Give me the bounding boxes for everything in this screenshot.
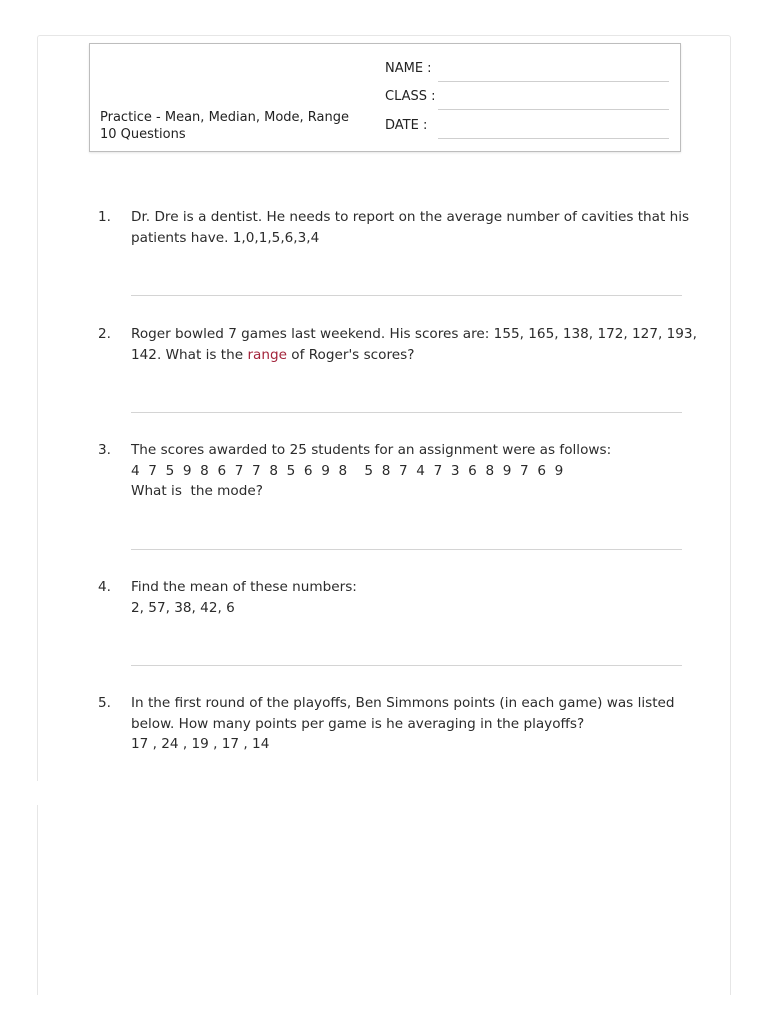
question-line: The scores awarded to 25 students for an assignment were as follows: xyxy=(131,442,612,458)
question-line: What is the mode? xyxy=(131,483,263,499)
question-text-segment: of Roger's scores? xyxy=(286,346,415,363)
question-text xyxy=(131,324,697,365)
question-line: 4 7 5 9 8 6 7 7 8 5 6 9 8 5 8 7 4 7 3 6 8 9 7 6 9 xyxy=(131,462,564,479)
class-line xyxy=(438,109,669,110)
question-line: Find the mean of these numbers: xyxy=(131,579,357,595)
worksheet-page xyxy=(37,35,731,995)
question-number: 5. xyxy=(98,695,111,711)
question-number: 3. xyxy=(98,442,111,458)
question-line xyxy=(131,345,682,366)
name-label: NAME : xyxy=(385,61,432,76)
question-text xyxy=(131,207,690,248)
date-label: DATE : xyxy=(385,118,428,133)
page-gap xyxy=(33,781,43,805)
question-line: below. How many points per game is he averaging in the playoffs? xyxy=(131,715,585,732)
question-line: In the first round of the playoffs, Ben Simmons points (in each game) was listed xyxy=(131,695,675,711)
highlighted-term: range xyxy=(247,346,287,363)
answer-line-3 xyxy=(131,549,682,550)
class-label: CLASS : xyxy=(385,89,436,104)
question-text xyxy=(131,577,682,618)
quiz-title: Practice - Mean, Median, Mode, Range xyxy=(100,110,349,125)
question-text xyxy=(131,440,682,502)
question-text-segment: 142. What is the xyxy=(131,346,248,363)
question-count: 10 Questions xyxy=(100,127,186,142)
answer-line-4 xyxy=(131,665,682,666)
question-line: patients have. 1,0,1,5,6,3,4 xyxy=(131,229,320,246)
question-line: 2, 57, 38, 42, 6 xyxy=(131,599,235,616)
quiz-title-block xyxy=(100,109,349,143)
worksheet-header xyxy=(89,43,681,152)
question-line: Roger bowled 7 games last weekend. His scores are: 155, 165, 138, 172, 127, 193, xyxy=(131,326,697,342)
name-line xyxy=(438,81,669,82)
question-text xyxy=(131,693,682,755)
date-line xyxy=(438,138,669,139)
answer-line-1 xyxy=(131,295,682,296)
question-number: 1. xyxy=(98,209,111,225)
question-number: 4. xyxy=(98,579,111,595)
question-line: Dr. Dre is a dentist. He needs to report on the average number of cavities that his xyxy=(131,209,690,225)
question-line: 17 , 24 , 19 , 17 , 14 xyxy=(131,736,270,752)
question-number: 2. xyxy=(98,326,111,342)
answer-line-2 xyxy=(131,412,682,413)
